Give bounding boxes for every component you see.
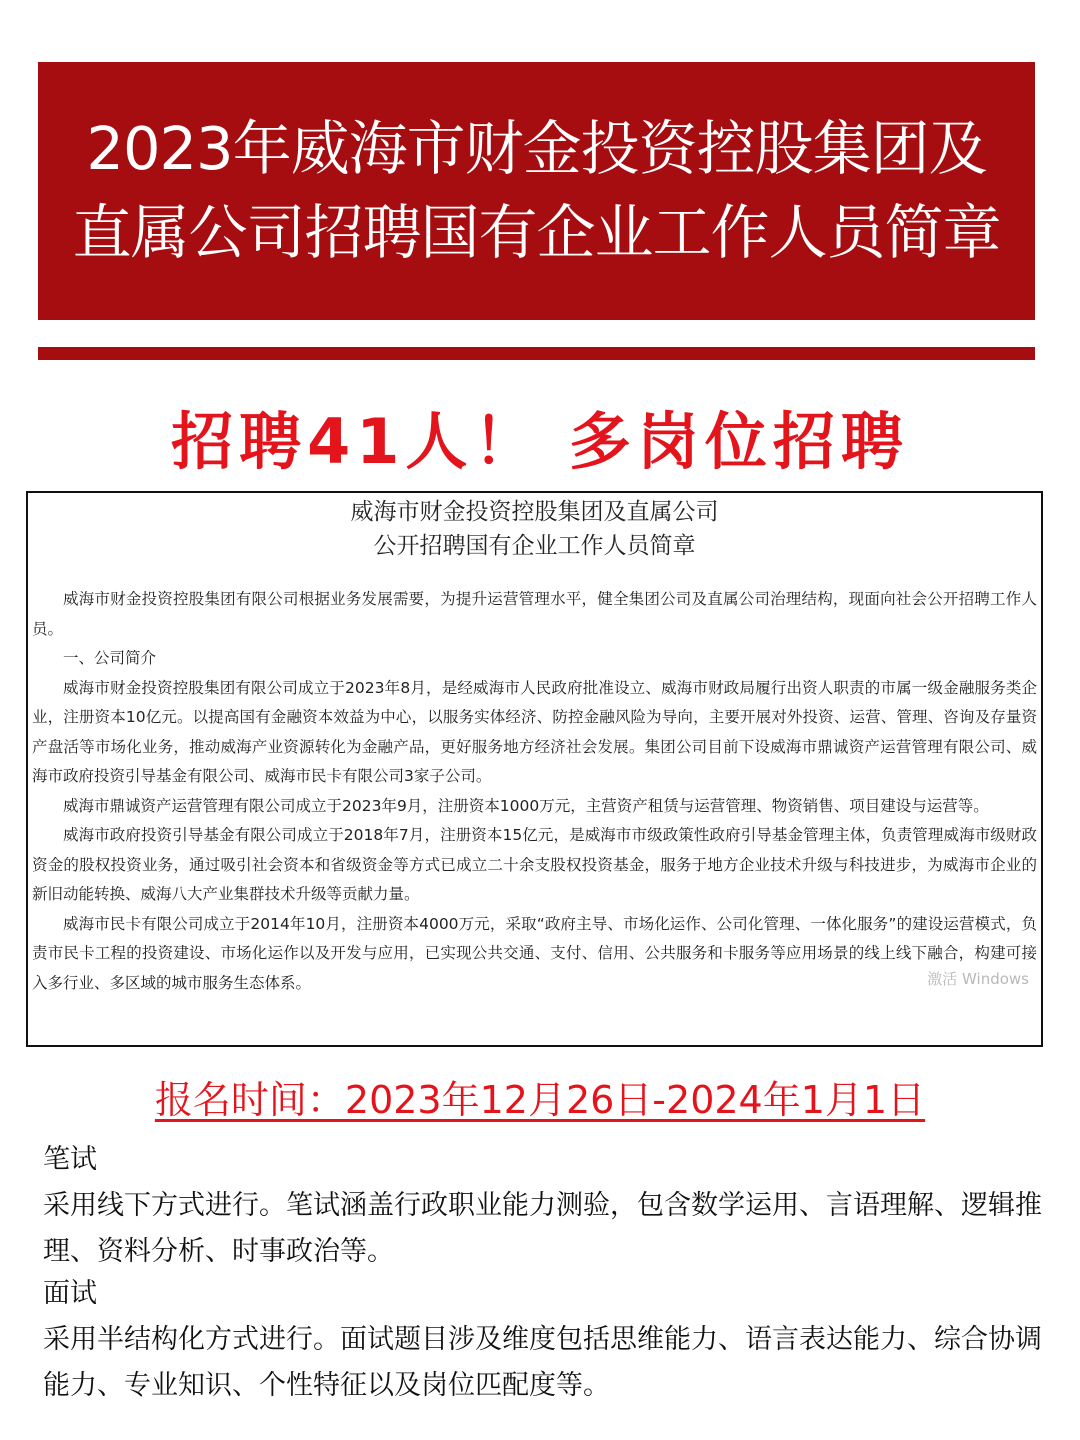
- document-section-heading: 一、公司简介: [63, 649, 157, 667]
- document-excerpt: [26, 491, 1043, 1047]
- interview-heading: 面试: [43, 1278, 97, 1309]
- registration-time-text: 报名时间：2023年12月26日-2024年1月1日: [154, 1078, 926, 1122]
- written-exam-text: 采用线下方式进行。笔试涵盖行政职业能力测验，包含数学运用、言语理解、逻辑推理、资料分析、时事政治等。: [43, 1190, 1042, 1267]
- written-exam-heading: 笔试: [43, 1144, 97, 1175]
- document-paragraph-intro: 威海市财金投资控股集团有限公司根据业务发展需要，为提升运营管理水平，健全集团公司及直属公司治理结构，现面向社会公开招聘工作人员。: [32, 590, 1037, 638]
- banner-title-line-2: 直属公司招聘国有企业工作人员简章: [72, 198, 1001, 267]
- document-paragraph-fund: 威海市政府投资引导基金有限公司成立于2018年7月，注册资本15亿元，是威海市市级政策性政府引导基金管理主体，负责管理威海市级财政资金的股权投资业务，通过吸引社会资本和省级资金等方式已成立二十余支股权投资基金，服务于地方企业技术升级与科技进步，为威海市企业的新旧动能转换、威海八大产业集群技术升级等贡献力量。: [32, 826, 1037, 903]
- registration-time: [0, 1074, 1080, 1126]
- interview-section: [43, 1271, 1063, 1409]
- recruit-headline: 招聘41人！ 多岗位招聘: [171, 405, 909, 478]
- title-banner: [38, 62, 1035, 320]
- document-title-line-1: 威海市财金投资控股集团及直属公司: [350, 499, 719, 525]
- document-paragraph-group: 威海市财金投资控股集团有限公司成立于2023年8月，是经威海市人民政府批准设立、威海市财政局履行出资人职责的市属一级金融服务类企业，注册资本10亿元。以提高国有金融资本效益为中心，以服务实体经济、防控金融风险为导向，主要开展对外投资、运营、管理、咨询及存量资产盘活等市场化业务，推动威海产业资源转化为金融产品，更好服务地方经济社会发展。集团公司目前下设威海市鼎诚资产运营管理有限公司、威海市政府投资引导基金有限公司、威海市民卡有限公司3家子公司。: [32, 678, 1037, 785]
- windows-watermark: 激活 Windows: [927, 970, 1029, 988]
- interview-text: 采用半结构化方式进行。面试题目涉及维度包括思维能力、语言表达能力、综合协调能力、专业知识、个性特征以及岗位匹配度等。: [43, 1324, 1042, 1401]
- divider-rule: [38, 347, 1035, 360]
- document-paragraph-dingcheng: 威海市鼎诚资产运营管理有限公司成立于2023年9月，注册资本1000万元，主营资产租赁与运营管理、物资销售、项目建设与运营等。: [63, 796, 989, 815]
- document-title-line-2: 公开招聘国有企业工作人员简章: [373, 533, 696, 559]
- document-paragraph-citizen-card: 威海市民卡有限公司成立于2014年10月，注册资本4000万元，采取“政府主导、市场化运作、公司化管理、一体化服务”的建设运营模式，负责市民卡工程的投资建设、市场化运作以及开发与应用，已实现公共交通、支付、信用、公共服务和卡服务等应用场景的线上线下融合，构建可接入多行业、多区域的城市服务生态体系。: [32, 914, 1037, 992]
- written-exam-section: [43, 1137, 1063, 1275]
- banner-title-line-1: 2023年威海市财金投资控股集团及: [86, 114, 987, 183]
- document-body: [28, 585, 1041, 998]
